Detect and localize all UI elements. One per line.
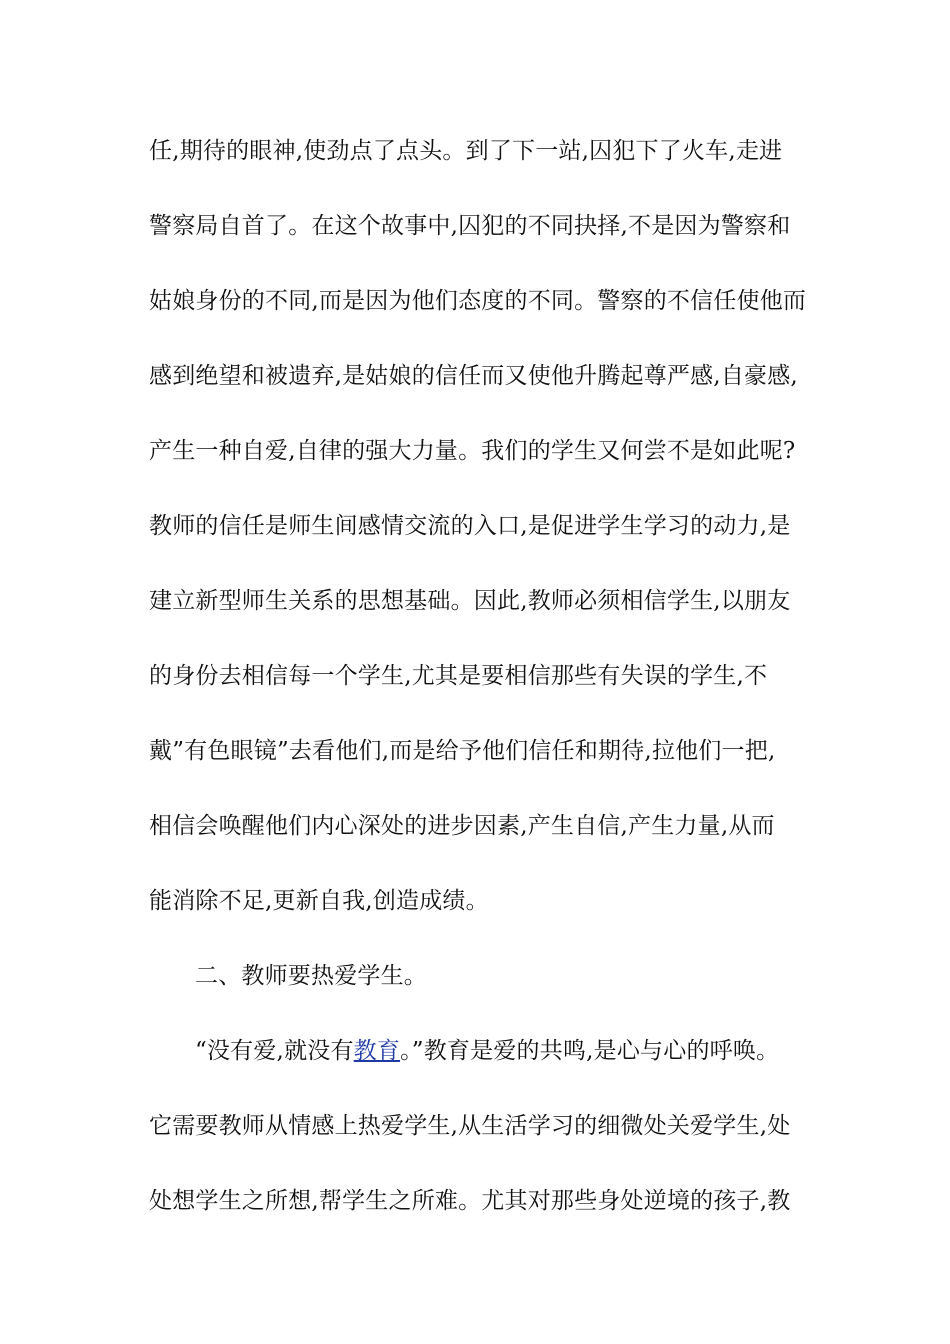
text-line-1: 任,期待的眼神,使劲点了点头。到了下一站,囚犯下了火车,走进 bbox=[149, 138, 783, 164]
text-line-12: 它需要教师从情感上热爱学生,从生活学习的细微处关爱学生,处 bbox=[149, 1113, 791, 1139]
text-line-4: 感到绝望和被遗弃,是姑娘的信任而又使他升腾起尊严感,自豪感, bbox=[149, 363, 798, 389]
text-line-8: 的身份去相信每一个学生,尤其是要相信那些有失误的学生,不 bbox=[149, 663, 768, 689]
text-line-5: 产生一种自爱,自律的强大力量。我们的学生又何尝不是如此呢? bbox=[149, 438, 796, 464]
education-link[interactable]: 教育 bbox=[353, 1038, 401, 1064]
text-line-6: 教师的信任是师生间感情交流的入口,是促进学生学习的动力,是 bbox=[149, 513, 791, 539]
quote-line bbox=[195, 1033, 855, 1069]
section-heading: 二、教师要热爱学生。 bbox=[195, 963, 427, 989]
text-line-3: 姑娘身份的不同,而是因为他们态度的不同。警察的不信任使他而 bbox=[149, 288, 807, 314]
text-line-10: 相信会唤醒他们内心深处的进步因素,产生自信,产生力量,从而 bbox=[149, 813, 775, 839]
quote-before: “没有爱,就没有 bbox=[195, 1038, 354, 1064]
text-line-13: 处想学生之所想,帮学生之所难。尤其对那些身处逆境的孩子,教 bbox=[149, 1188, 791, 1214]
text-line-9: 戴”有色眼镜”去看他们,而是给予他们信任和期待,拉他们一把, bbox=[149, 738, 776, 764]
text-line-11: 能消除不足,更新自我,创造成绩。 bbox=[149, 888, 489, 914]
quote-after: 。”教育是爱的共鸣,是心与心的呼唤。 bbox=[400, 1038, 780, 1064]
text-line-2: 警察局自首了。在这个故事中,囚犯的不同抉择,不是因为警察和 bbox=[149, 213, 791, 239]
text-line-7: 建立新型师生关系的思想基础。因此,教师必须相信学生,以朋友 bbox=[149, 588, 791, 614]
